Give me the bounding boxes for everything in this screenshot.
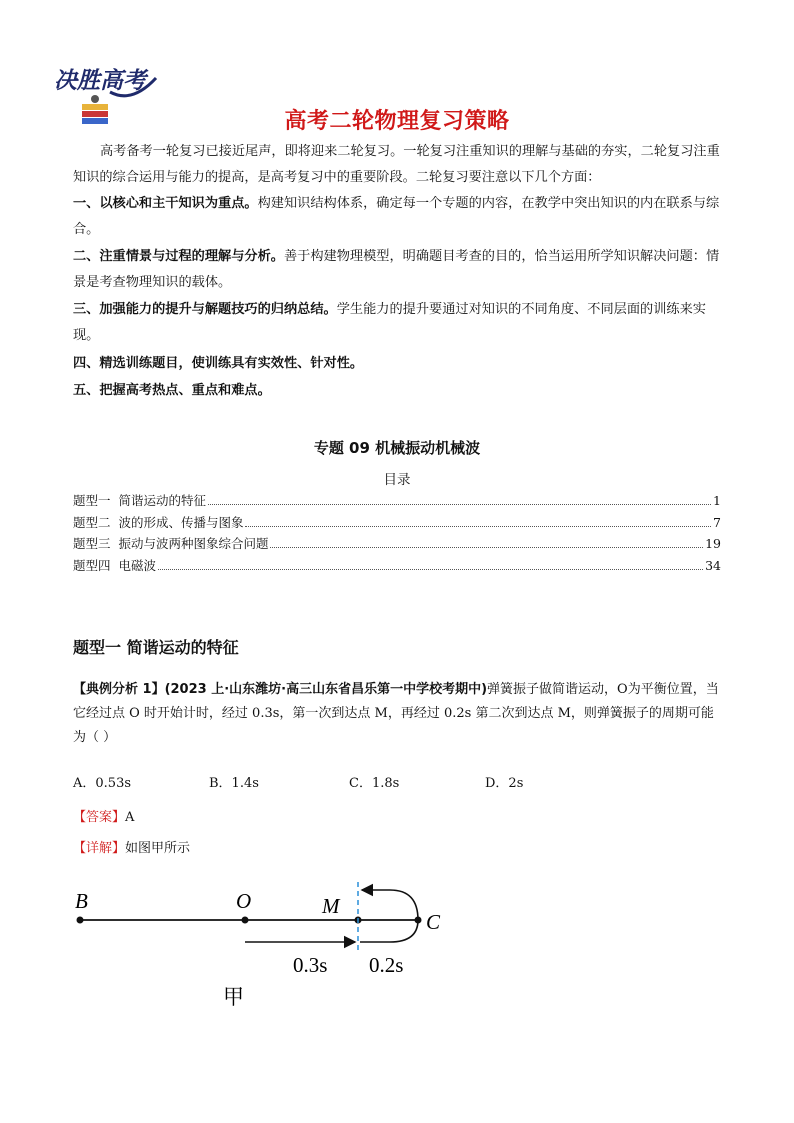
- detail-value: 如图甲所示: [125, 841, 191, 856]
- point-1: [73, 191, 723, 243]
- option-b[interactable]: B．1.4s: [209, 776, 259, 791]
- option-d[interactable]: D．2s: [485, 776, 524, 791]
- point-3-text: 学生能力的提升要通过对知识的不同角度、不同层面的训练来实现。: [73, 302, 706, 343]
- option-c[interactable]: C．1.8s: [349, 776, 400, 791]
- option-a[interactable]: A．0.53s: [73, 776, 132, 791]
- toc-item-label: 题型一 简谐运动的特征: [73, 493, 206, 508]
- toc-title: 目录: [383, 472, 411, 488]
- point-o: [242, 917, 249, 924]
- toc-item[interactable]: [73, 491, 721, 513]
- toc-item-page: 1: [713, 493, 721, 508]
- point-2-bold: 二、注重情景与过程的理解与分析。: [73, 249, 284, 264]
- return-arrow: [362, 890, 418, 920]
- toc-item[interactable]: [73, 556, 721, 578]
- toc-item-label: 题型三 振动与波两种图象综合问题: [73, 536, 269, 551]
- forward-curve: [360, 920, 418, 942]
- point-5-bold: 五、把握高考热点、重点和难点。: [73, 383, 271, 398]
- time-1-label: 0.3s: [293, 953, 328, 977]
- question: [73, 678, 723, 750]
- time-2-label: 0.2s: [369, 953, 404, 977]
- type-heading: 题型一 简谐运动的特征: [73, 638, 239, 657]
- label-b: B: [75, 889, 88, 913]
- figure-caption: 甲: [223, 985, 244, 1009]
- logo-text: 决胜高考: [54, 68, 146, 94]
- label-c: C: [426, 910, 441, 934]
- label-o: O: [236, 889, 252, 913]
- point-2: [73, 244, 723, 296]
- detail-tag: 【详解】: [73, 841, 126, 856]
- point-1-text: 构建知识结构体系，确定每一个专题的内容，在教学中突出知识的内在联系与综合。: [73, 196, 720, 237]
- detail-line: [73, 837, 190, 856]
- point-5: [73, 378, 723, 404]
- toc-item-page: 19: [705, 536, 721, 551]
- answer-tag: 【答案】: [73, 810, 126, 825]
- toc-item[interactable]: [73, 513, 721, 535]
- question-body: 弹簧振子做简谐运动，O为平衡位置，当它经过点 O 时开始计时，经过 0.3s，第一次到达点 M，再经过 0.2s 第二次到达点 M，则弹簧振子的周期可能为（ ）: [73, 682, 719, 745]
- point-3-bold: 三、加强能力的提升与解题技巧的归纳总结。: [73, 302, 337, 317]
- toc-item-label: 题型四 电磁波: [73, 557, 156, 573]
- question-tag: 【典例分析 1】(2023 上·山东潍坊·高三山东省昌乐第一中学校考期中): [73, 682, 488, 697]
- point-4-bold: 四、精选训练题目，使训练具有实效性、针对性。: [73, 356, 364, 371]
- answer-value: A: [125, 810, 135, 825]
- section-title: 专题 09 机械振动机械波: [313, 439, 481, 457]
- point-b: [77, 917, 84, 924]
- toc-item-label: 题型二 波的形成、传播与图象: [73, 514, 244, 530]
- toc-item-page: 7: [713, 514, 721, 530]
- intro-paragraph: 高考备考一轮复习已接近尾声，即将迎来二轮复习。一轮复习注重知识的理解与基础的夯实，二轮复习注重知识的综合运用与能力的提高，是高考复习中的重要阶段。二轮复习要注意以下几个方面：: [73, 144, 720, 185]
- toc-item[interactable]: [73, 534, 721, 556]
- label-m: M: [322, 894, 340, 918]
- point-2-text: 善于构建物理模型，明确题目考查的目的，恰当运用所学知识解决问题：情景是考查物理知识的载体。: [73, 249, 720, 290]
- point-3: [73, 297, 723, 349]
- options: [73, 772, 723, 792]
- toc-item-page: 34: [705, 557, 721, 573]
- point-1-bold: 一、以核心和主干知识为重点。: [73, 196, 258, 211]
- page-title: 高考二轮物理复习策略: [284, 109, 510, 134]
- oscillation-diagram: [60, 880, 460, 1010]
- answer-line: [73, 806, 134, 825]
- table-of-contents: [73, 491, 721, 577]
- point-4: [73, 351, 723, 377]
